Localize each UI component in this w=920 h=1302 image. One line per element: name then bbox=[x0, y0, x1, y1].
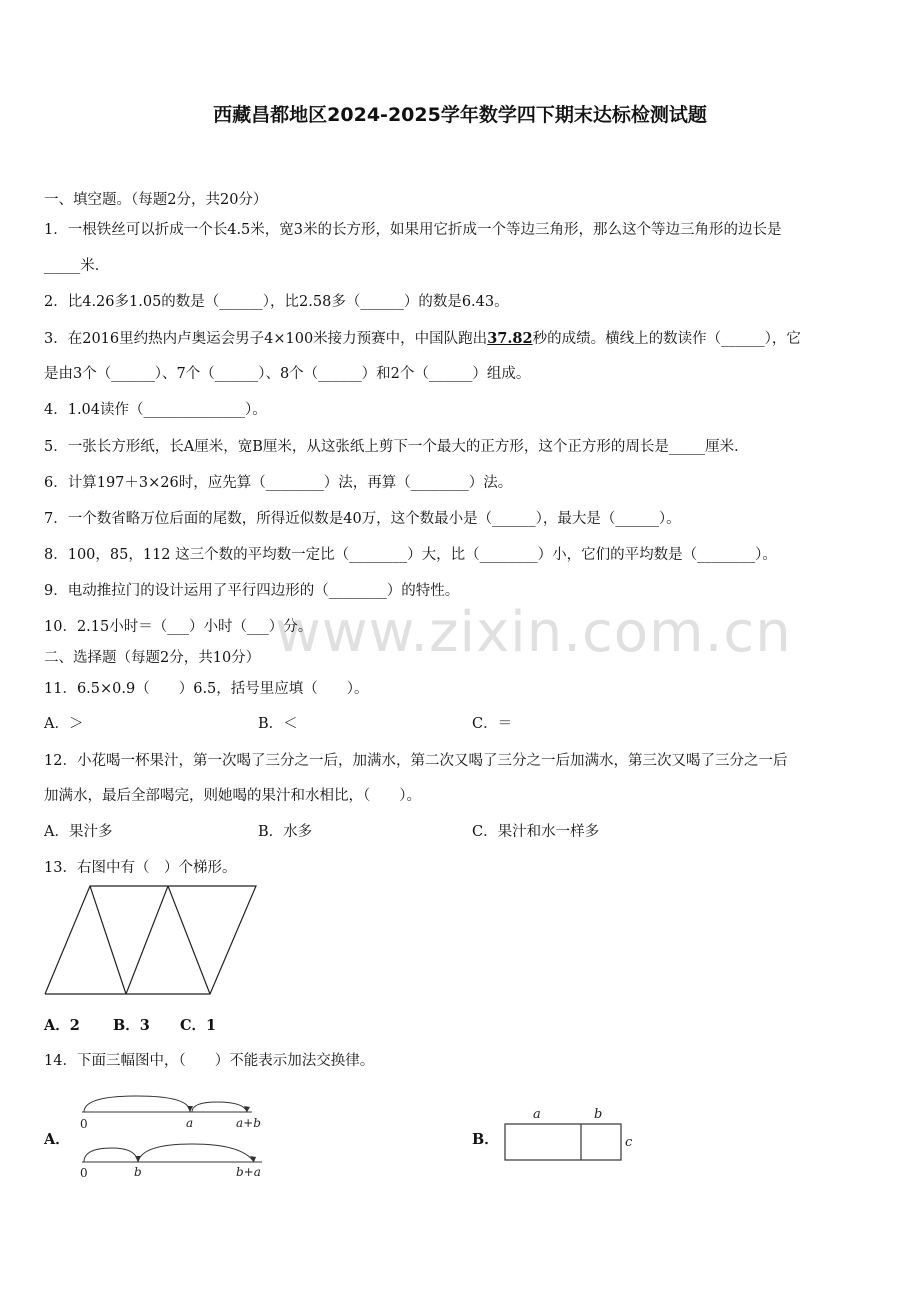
label-b: b bbox=[594, 1107, 603, 1122]
question-12-line-2: 加满水，最后全部喝完，则她喝的果汁和水相比，（ ）。 bbox=[44, 788, 421, 804]
label-b-2: b bbox=[134, 1165, 142, 1179]
figure-outline bbox=[45, 886, 256, 994]
section-1-heading: 一、填空题。（每题2分，共20分） bbox=[44, 192, 268, 208]
figure-line-2 bbox=[126, 886, 168, 994]
rectangle-figure bbox=[500, 1102, 640, 1166]
section-2-heading: 二、选择题（每题2分，共10分） bbox=[44, 650, 261, 666]
question-1-line-2: _____米． bbox=[44, 258, 110, 274]
question-8: 8．100，85，112 这三个数的平均数一定比（________）大，比（________）小，它们的平均数是（________）。 bbox=[44, 547, 777, 563]
arc-a bbox=[84, 1096, 190, 1112]
question-11-option-a[interactable]: A．＞ bbox=[44, 716, 84, 732]
question-12-option-c[interactable]: C．果汁和水一样多 bbox=[472, 824, 600, 840]
label-a-plus-b: a+b bbox=[236, 1116, 261, 1130]
question-4: 4．1.04读作（______________）。 bbox=[44, 402, 267, 418]
figure-line-1 bbox=[90, 886, 126, 994]
question-1-line-1: 1．一根铁丝可以折成一个长4.5米，宽3米的长方形，如果用它折成一个等边三角形，那么这个等边三角形的边长是 bbox=[44, 222, 782, 238]
question-3-line-1 bbox=[44, 327, 801, 348]
figure-line-3 bbox=[168, 886, 210, 994]
question-6: 6．计算197＋3×26时，应先算（________）法，再算（________）法。 bbox=[44, 475, 513, 491]
question-12-option-a[interactable]: A．果汁多 bbox=[44, 824, 113, 840]
label-zero-1: 0 bbox=[80, 1117, 88, 1131]
number-line-figure bbox=[72, 1090, 272, 1182]
question-14: 14．下面三幅图中，（ ）不能表示加法交换律。 bbox=[44, 1053, 375, 1069]
label-a-1: a bbox=[186, 1116, 194, 1130]
label-zero-2: 0 bbox=[80, 1166, 88, 1180]
label-b-plus-a: b+a bbox=[236, 1165, 261, 1179]
question-12-option-b[interactable]: B．水多 bbox=[258, 824, 313, 840]
arc-a-on-line-2 bbox=[138, 1144, 254, 1162]
trapezoid-figure bbox=[40, 882, 262, 998]
question-11: 11．6.5×0.9（ ）6.5，括号里应填（ ）。 bbox=[44, 681, 369, 697]
question-13: 13．右图中有（ ）个梯形。 bbox=[44, 860, 237, 876]
question-11-option-b[interactable]: B．＜ bbox=[258, 716, 298, 732]
question-12-line-1: 12．小花喝一杯果汁，第一次喝了三分之一后，加满水，第二次又喝了三分之一后加满水，第三次又喝了三分之一后 bbox=[44, 753, 788, 769]
label-c: c bbox=[625, 1135, 633, 1150]
question-3-line-2: 是由3个（______）、7个（______）、8个（______）和2个（______）组成。 bbox=[44, 366, 531, 382]
question-9: 9．电动推拉门的设计运用了平行四边形的（________）的特性。 bbox=[44, 583, 460, 599]
question-14-option-a[interactable]: A． bbox=[44, 1131, 70, 1148]
question-13-option-a[interactable]: A．2 bbox=[44, 1017, 80, 1034]
question-13-option-b[interactable]: B．3 bbox=[113, 1017, 150, 1034]
question-11-option-c[interactable]: C．＝ bbox=[472, 716, 513, 732]
question-10: 10．2.15小时＝（___）小时（___）分。 bbox=[44, 619, 313, 635]
question-13-option-c[interactable]: C．1 bbox=[180, 1017, 217, 1034]
page-title: 西藏昌都地区2024-2025学年数学四下期末达标检测试题 bbox=[213, 104, 707, 126]
question-3-underlined-number: 37.82 bbox=[487, 330, 533, 347]
question-3-text-pre: 3．在2016里约热内卢奥运会男子4×100米接力预赛中，中国队跑出 bbox=[44, 331, 488, 347]
question-2: 2．比4.26多1.05的数是（______），比2.58多（______）的数是6.43。 bbox=[44, 294, 509, 310]
arc-b bbox=[84, 1148, 138, 1162]
question-3-text-post: 秒的成绩。横线上的数读作（______），它 bbox=[532, 331, 801, 347]
rectangle-outline bbox=[505, 1124, 621, 1160]
arc-b-on-line-1 bbox=[192, 1102, 247, 1112]
question-5: 5．一张长方形纸，长A厘米，宽B厘米，从这张纸上剪下一个最大的正方形，这个正方形的周长是_____厘米． bbox=[44, 439, 749, 455]
question-7: 7．一个数省略万位后面的尾数，所得近似数是40万，这个数最小是（______），最大是（______）。 bbox=[44, 511, 681, 527]
question-14-option-b[interactable]: B． bbox=[472, 1131, 499, 1148]
label-a: a bbox=[533, 1107, 541, 1122]
watermark: www.zixin.com.cn bbox=[275, 600, 792, 665]
